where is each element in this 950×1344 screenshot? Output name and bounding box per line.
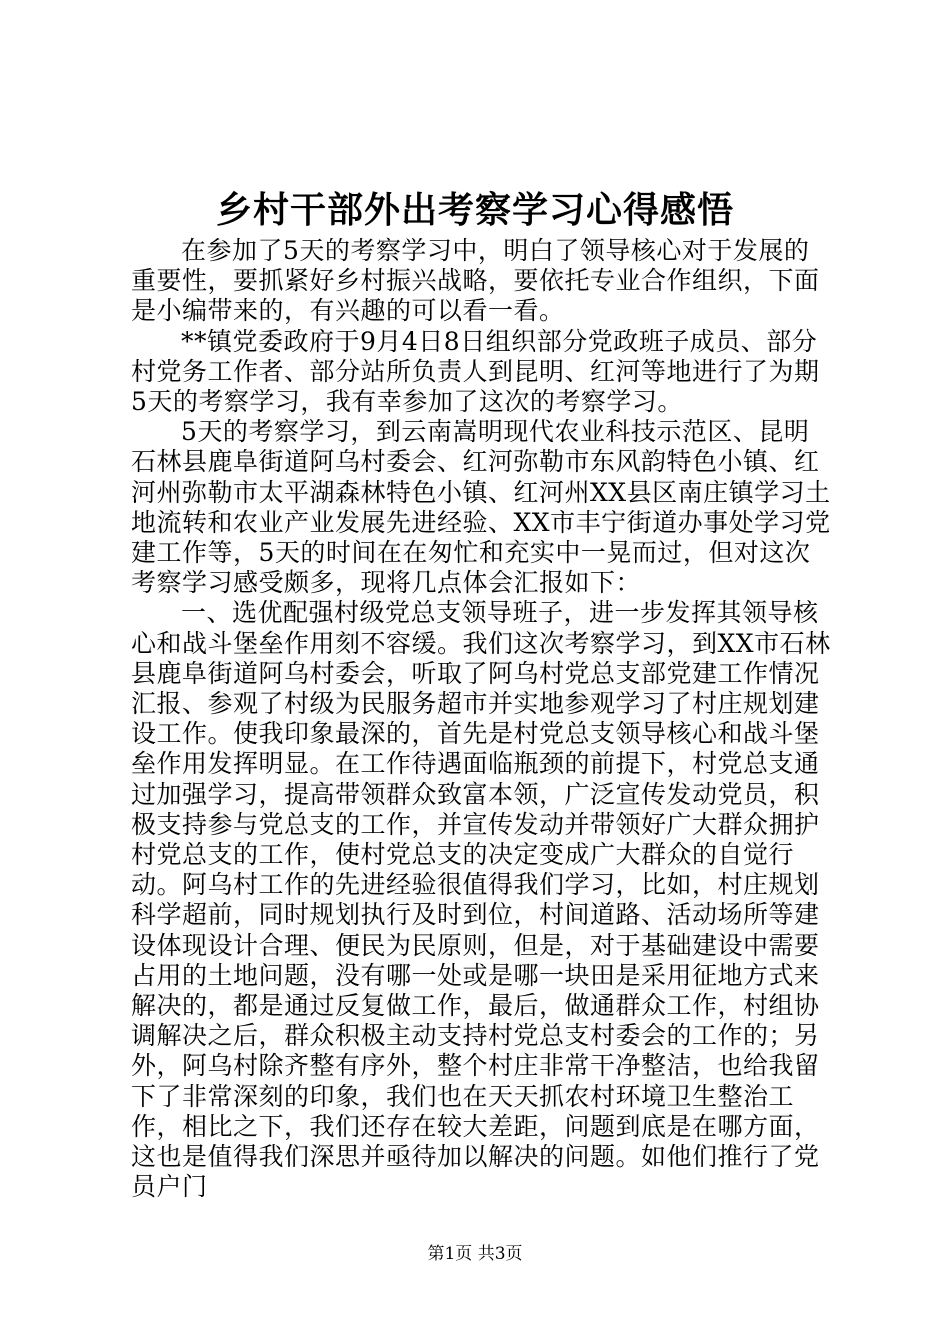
page-number-footer: 第1页 共3页 <box>427 1244 523 1264</box>
document-body <box>131 236 831 1203</box>
paragraph-organization: **镇党委政府于9月4日8日组织部分党政班子成员、部分村党务工作者、部分站所负责人到昆明、红河等地进行了为期5天的考察学习，我有幸参加了这次的考察学习。 <box>131 326 820 417</box>
paragraph-itinerary: 5天的考察学习，到云南嵩明现代农业科技示范区、昆明石林县鹿阜街道阿乌村委会、红河弥勒市东风韵特色小镇、红河州弥勒市太平湖森林特色小镇、红河州XX县区南庄镇学习土地流转和农业产业发展先进经验、XX市丰宁街道办事处学习党建工作等，5天的时间在在匆忙和充实中一晃而过，但对这次考察学习感受颇多，现将几点体会汇报如下： <box>131 417 831 598</box>
paragraph-intro: 在参加了5天的考察学习中，明白了领导核心对于发展的重要性，要抓紧好乡村振兴战略，要依托专业合作组织，下面是小编带来的，有兴趣的可以看一看。 <box>131 236 820 326</box>
document-title: 乡村干部外出考察学习心得感悟 <box>215 189 734 231</box>
paragraph-point-one: 一、选优配强村级党总支领导班子，进一步发挥其领导核心和战斗堡垒作用刻不容缓。我们这次考察学习，到XX市石林县鹿阜街道阿乌村委会，听取了阿乌村党总支部党建工作情况汇报、参观了村级为民服务超市并实地参观学习了村庄规划建设工作。使我印象最深的，首先是村党总支领导核心和战斗堡垒作用发挥明显。在工作待遇面临瓶颈的前提下，村党总支通过加强学习，提高带领群众致富本领，广泛宣传发动党员，积极支持参与党总支的工作，并宣传发动并带领好广大群众拥护村党总支的工作，使村党总支的决定变成广大群众的自觉行动。阿乌村工作的先进经验很值得我们学习，比如，村庄规划科学超前，同时规划执行及时到位，村间道路、活动场所等建设体现设计合理、便民为民原则，但是，对于基础建设中需要占用的土地问题，没有哪一处或是哪一块田是采用征地方式来解决的，都是通过反复做工作，最后，做通群众工作，村组协调解决之后，群众积极主动支持村党总支村委会的工作的；另外，阿乌村除齐整有序外，整个村庄非常干净整洁，也给我留下了非常深刻的印象，我们也在天天抓农村环境卫生整治工作，相比之下，我们还存在较大差距，问题到底是在哪方面，这也是值得我们深思并亟待加以解决的问题。如他们推行了党员户门 <box>131 598 831 1202</box>
